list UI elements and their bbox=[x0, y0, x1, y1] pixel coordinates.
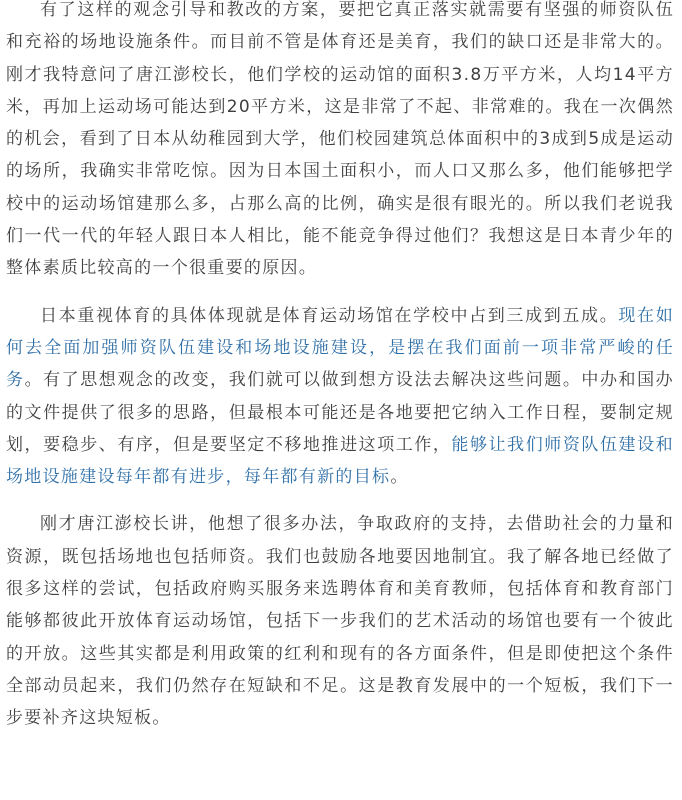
paragraph-3: 刚才唐江澎校长讲，他想了很多办法，争取政府的支持，去借助社会的力量和资源，既包括场地也包括师资。我们也鼓励各地要因地制宜。我了解各地已经做了很多这样的尝试，包括政府购买服务来选聘体育和美育教师，包括体育和教育部门能够都彼此开放体育运动场馆，包括下一步我们的艺术活动的场馆也要有一个彼此的开放。这些其实都是利用政策的红利和现有的各方面条件，但是即使把这个条件全部动员起来，我们仍然存在短缺和不足。这是教育发展中的一个短板，我们下一步要补齐这块短板。 bbox=[6, 514, 674, 729]
paragraph-2 bbox=[6, 300, 674, 494]
paragraph-2-highlight: 能够让我们师资队伍建设和场地设施建设每年都有进步，每年都有新的目标 bbox=[6, 434, 674, 488]
paragraph-2-highlight: 现在如何去全面加强师资队伍建设和场地设施建设，是摆在我们面前一项非常严峻的任务 bbox=[6, 305, 674, 391]
paragraph-2-text: 日本重视体育的具体体现就是体育运动场馆在学校中占到三成到五成。 bbox=[40, 305, 619, 326]
paragraph-2-text: 。 bbox=[390, 467, 409, 488]
paragraph-1: 有了这样的观念引导和教改的方案，要把它真正落实就需要有坚强的师资队伍和充裕的场地设施条件。而目前不管是体育还是美育，我们的缺口还是非常大的。刚才我特意问了唐江澎校长，他们学校的运动馆的面积3.8万平方米，人均14平方米，再加上运动场可能达到20平方米，这是非常了不起、非常难的。我在一次偶然的机会，看到了日本从幼稚园到大学，他们校园建筑总体面积中的3成到5成是运动的场所，我确实非常吃惊。因为日本国土面积小，而人口又那么多，他们能够把学校中的运动场馆建那么多，占那么高的比例，确实是很有眼光的。所以我们老说我们一代一代的年轻人跟日本人相比，能不能竞争得过他们？我想这是日本青少年的整体素质比较高的一个很重要的原因。 bbox=[6, 0, 674, 279]
paragraph-2-text: 。有了思想观念的改变，我们就可以做到想方设法去解决这些问题。中办和国办的文件提供了很多的思路，但最根本可能还是各地要把它纳入工作日程，要制定规划，要稳步、有序，但是要坚定不移地推进这项工作， bbox=[6, 370, 674, 455]
